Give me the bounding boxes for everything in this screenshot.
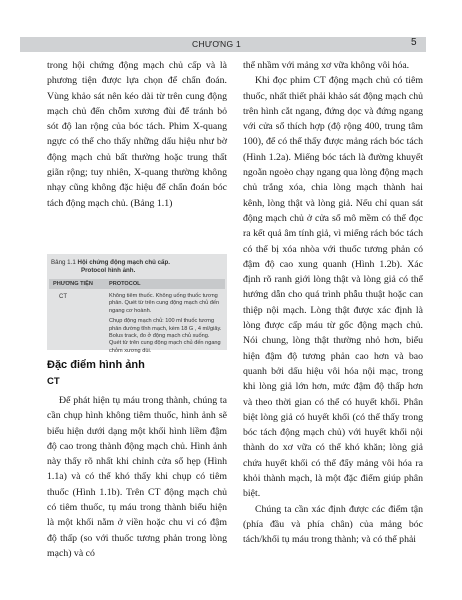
section-title: Đặc điểm hình ảnh (47, 359, 145, 371)
subsection-title: CT (47, 376, 60, 387)
left-column-bottom (47, 393, 227, 561)
table-subtitle: Protocol hình ảnh. (81, 267, 136, 274)
left-column-top (47, 58, 227, 211)
right-paragraph-3: Chúng ta cần xác định được các điểm tận (phía đầu và phía chân) của mảng bóc tách/khối tụ máu trong thành; và có thể phải (243, 503, 423, 546)
right-paragraph-1: thể nhầm với mảng xơ vữa không vôi hóa. (243, 60, 410, 71)
table-header-row (49, 279, 225, 289)
protocol-noncontrast: Không tiêm thuốc. Không uống thuốc tương phản. Quét từ trên cung động mạch chủ đến ngang cơ hoành. (109, 293, 220, 314)
table-label: Bảng 1.1 (51, 259, 76, 266)
intro-paragraph: trong hội chứng động mạch chủ cấp và là phương tiện được lựa chọn để chẩn đoán. Vùng khảo sát nên kéo dài từ trên cung động mạch chủ đến chỗm xương đùi để tránh bỏ sót độ lan rộng của bóc tách. Phim X-quang ngực có thể cho thấy những dấu hiệu như bờ động mạch chủ bất thường hoặc trung thất giãn rộng; tuy nhiên, X-quang thường không nhạy cũng không đặc hiệu để chẩn đoán bóc tách động mạch chủ. (Bảng 1.1) (47, 60, 227, 209)
ct-paragraph: Để phát hiện tụ máu trong thành, chúng ta cần chụp hình không tiêm thuốc, hình ảnh sẽ biểu hiện dưới dạng một khối hình liềm đậm độ cao trong thành động mạch chủ. Hình ảnh này thấy rõ nhất khi chỉnh cửa sổ hẹp (Hình 1.1a) và có thể khó thấy khi chụp có tiêm thuốc (Hình 1.1b). Trên CT động mạch chủ có tiêm thuốc, tụ máu trong thành biểu hiện là một khối nằm ở viền hoặc chu vi có đậm độ thấp (so với thuốc tương phản trong lòng mạch) và có (47, 395, 227, 559)
chapter-title: CHƯƠNG 1 (192, 39, 242, 49)
table-cell-protocol (109, 293, 223, 355)
table-header-protocol: PROTOCOL (109, 281, 141, 287)
table-header-modality: PHƯƠNG TIỆN (53, 281, 93, 287)
table-caption (51, 259, 223, 275)
page-number: 5 (411, 37, 417, 48)
table-cell-modality: CT (59, 294, 67, 300)
protocol-angiography: Chụp động mạch chủ: 100 ml thuốc tương phản đường tĩnh mạch, kèm 18 G , 4 ml/giây. Bolus track, đo ở động mạch chủ xuống. Quét từ trên cung động mạch chủ đến ngang chỏm xương đùi. (109, 318, 222, 354)
protocol-table (47, 254, 227, 354)
right-column (243, 58, 423, 548)
table-title: Hội chứng động mạch chủ cấp. (77, 259, 171, 266)
right-paragraph-2: Khi đọc phim CT động mạch chủ có tiêm thuốc, nhất thiết phải khảo sát động mạch chủ trên hình cắt ngang, đứng dọc và đứng ngang với cửa sổ thích hợp (độ rộng 400, trung tâm 100), để có thể thấy được mảng rách bóc tách (Hình 1.2a). Miếng bóc tách là đường khuyết ngoằn ngoèo chạy ngang qua lòng động mạch chủ trắng xóa, chia lòng mạch thành hai kênh, lòng thật và lòng giả. Nếu chỉ quan sát động mạch chủ ở cửa sổ mô mềm có thể đọc ra kết quả âm tính giả, vì miếng rách bóc tách có thể bị xóa nhòa với thuốc tương phản có đậm độ cao xung quanh (Hình 1.2b). Xác định rõ ranh giới lòng thật và lòng giả có thể hướng dẫn cho quá trình phẫu thuật hoặc can thiệp nội mạch. Lòng thật được xác định là lòng được cấp máu từ gốc động mạch chủ. Nói chung, lòng thật thường nhỏ hơn, biểu hiện đậm độ tương phản cao hơn và bao quanh bởi dấu hiệu vôi hóa nội mạc, trong khi lòng giả lớn hơn, mức đậm độ thấp hơn và theo thời gian có thể có huyết khối. Phân biệt lòng giả có huyết khối (có thể thấy trong bóc tách động mạch chủ) với huyết khối nội thành do xơ vữa có thể khó khăn; lòng giả chứa huyết khối có thể đẩy mảng vôi hóa ra khỏi thành mạch, là một đặc điểm giúp phân biệt. (243, 75, 423, 500)
